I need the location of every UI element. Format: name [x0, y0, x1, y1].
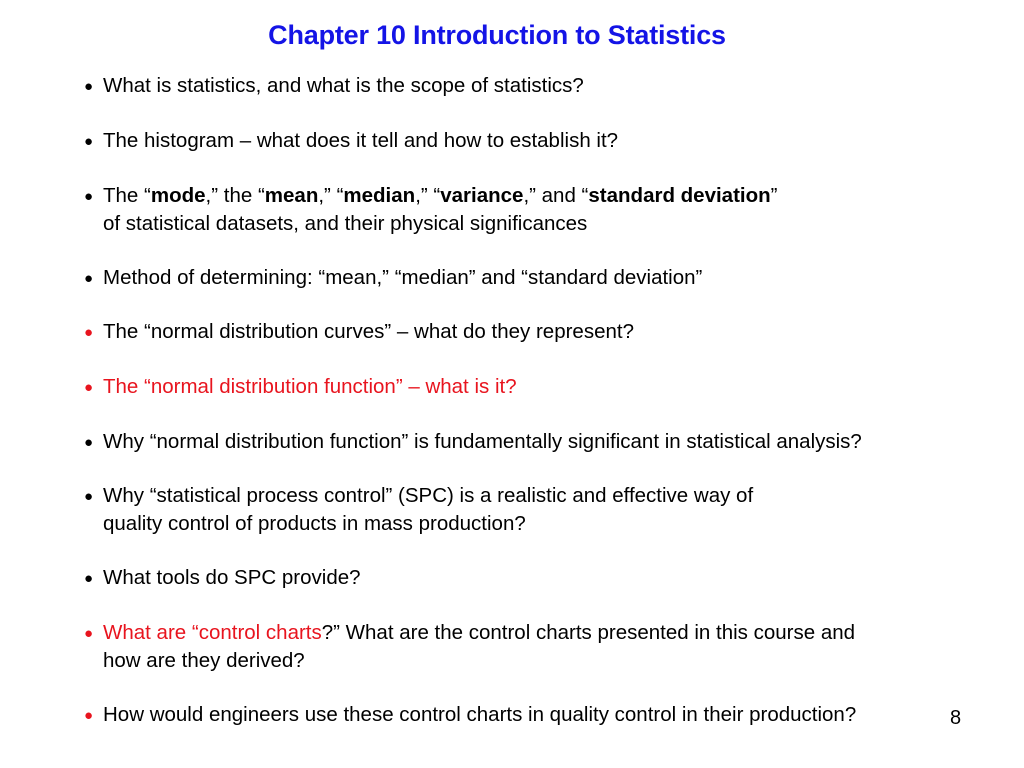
bullet-text: The “normal distribution curves” – what do they represent?	[103, 320, 634, 343]
bullet-text: Why “statistical process control” (SPC) is a realistic and effective way of	[103, 484, 754, 507]
bullet-continuation: how are they derived?	[103, 649, 305, 672]
term-median: median	[343, 184, 416, 207]
bullet-item-9	[84, 564, 361, 592]
bullet-dot: ●	[84, 488, 94, 505]
bullet-item-5	[84, 318, 634, 346]
bullet-dot: ●	[84, 270, 94, 287]
bullet-item-6	[84, 373, 517, 401]
bullet-dot: ●	[84, 78, 94, 95]
bullet-dot-red: ●	[84, 625, 94, 642]
bullet-dot: ●	[84, 570, 94, 587]
bullet-text: Method of determining: “mean,” “median” and “standard deviation”	[103, 266, 703, 289]
bullet-text-part: ,” “	[415, 184, 441, 207]
bullet-text-red: What are “control charts	[103, 621, 322, 644]
bullet-text-part: ,” the “	[205, 184, 265, 207]
bullet-text: What is statistics, and what is the scope of statistics?	[103, 74, 584, 97]
bullet-item-1	[84, 72, 584, 100]
bullet-item-10	[84, 619, 855, 674]
bullet-dot-red: ●	[84, 379, 94, 396]
bullet-text: The histogram – what does it tell and how to establish it?	[103, 129, 619, 152]
page-number: 8	[950, 707, 962, 729]
bullet-dot-red: ●	[84, 324, 94, 341]
bullet-text-part: ,” “	[318, 184, 344, 207]
term-mode: mode	[150, 184, 206, 207]
bullet-item-7	[84, 428, 862, 456]
bullet-continuation: quality control of products in mass production?	[103, 512, 526, 535]
bullet-item-2	[84, 127, 618, 155]
bullet-text: How would engineers use these control charts in quality control in their production?	[103, 703, 857, 726]
bullet-dot-red: ●	[84, 707, 94, 724]
bullet-dot: ●	[84, 434, 94, 451]
bullet-text: What tools do SPC provide?	[103, 566, 361, 589]
bullet-item-8	[84, 482, 753, 537]
bullet-text: Why “normal distribution function” is fundamentally significant in statistical analysis?	[103, 430, 862, 453]
bullet-text-part: ,” and “	[523, 184, 589, 207]
page-title: Chapter 10 Introduction to Statistics	[268, 20, 726, 50]
bullet-text: The “normal distribution function” – what is it?	[103, 375, 517, 398]
bullet-dot: ●	[84, 133, 94, 150]
term-standard-deviation: standard deviation	[588, 184, 771, 207]
bullet-item-11	[84, 701, 856, 729]
bullet-continuation: of statistical datasets, and their physical significances	[103, 212, 588, 235]
bullet-text: ?” What are the control charts presented in this course and	[321, 621, 856, 644]
bullet-item-4	[84, 264, 702, 292]
bullet-item-3	[84, 182, 777, 237]
bullet-dot: ●	[84, 188, 94, 205]
term-variance: variance	[440, 184, 524, 207]
term-mean: mean	[264, 184, 319, 207]
bullet-text-part: The “	[103, 184, 151, 207]
bullet-text-part: ”	[770, 184, 778, 207]
